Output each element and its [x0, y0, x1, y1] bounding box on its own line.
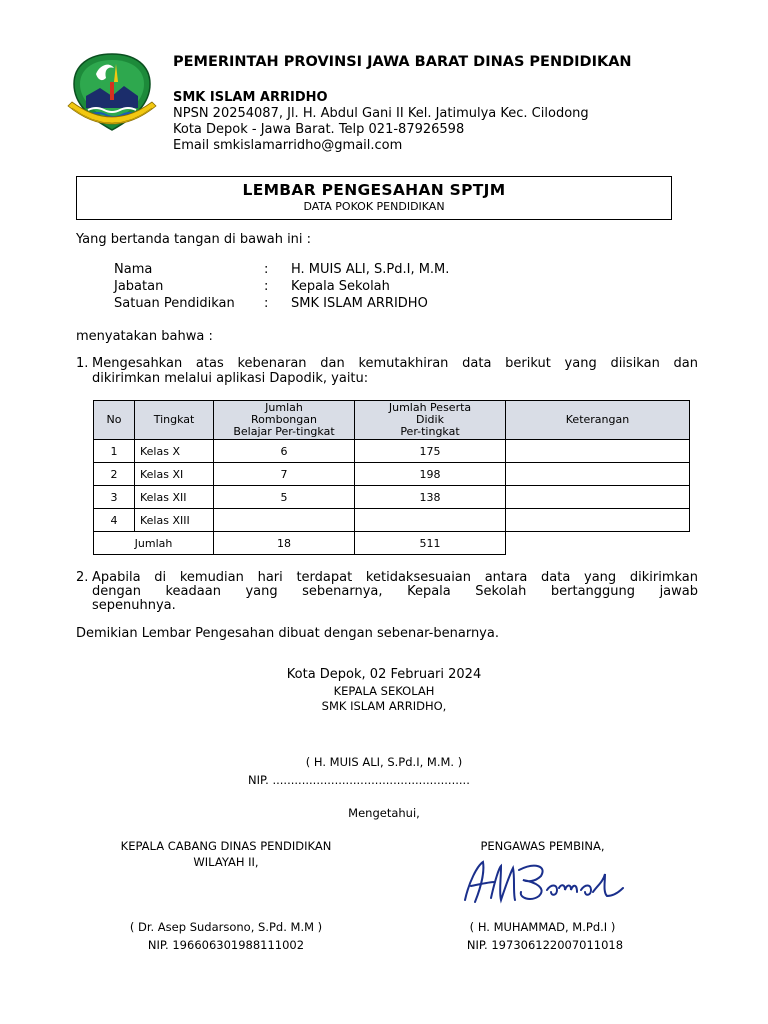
- point-number: 1.: [76, 356, 89, 371]
- principal-nip: NIP. ......................................................: [248, 773, 470, 787]
- identity-label: Nama: [114, 262, 153, 277]
- west-java-emblem: [66, 52, 158, 136]
- cell-siswa: 175: [355, 440, 506, 463]
- header-keterangan: Keterangan: [506, 401, 690, 440]
- document-title-box: [76, 176, 672, 220]
- closing-text: Demikian Lembar Pengesahan dibuat dengan sebenar-benarnya.: [76, 626, 499, 641]
- school-email: Email smkislamarridho@gmail.com: [173, 138, 403, 153]
- statement-text: menyatakan bahwa :: [76, 329, 213, 344]
- total-siswa: 511: [355, 532, 506, 555]
- place-date: Kota Depok, 02 Februari 2024: [286, 667, 482, 682]
- dapodik-data-table: [93, 400, 690, 555]
- left-signer-region: WILAYAH II,: [193, 855, 259, 869]
- right-signer-name: ( H. MUHAMMAD, M.Pd.I ): [469, 920, 616, 934]
- header-tingkat: Tingkat: [135, 401, 214, 440]
- header-no: No: [94, 401, 135, 440]
- principal-name: ( H. MUIS ALI, S.Pd.I, M.M. ): [305, 755, 463, 769]
- point2-line: dengan keadaan yang sebenarnya, Kepala Sekolah bertanggung jawab: [92, 584, 698, 599]
- cell-keterangan: [506, 440, 690, 463]
- identity-separator: :: [264, 279, 269, 294]
- principal-school: SMK ISLAM ARRIDHO,: [321, 699, 447, 713]
- cell-no: 2: [94, 463, 135, 486]
- left-signer-nip: NIP. 196606301988111002: [147, 938, 305, 952]
- principal-role: KEPALA SEKOLAH: [333, 684, 435, 698]
- point-number: 2.: [76, 570, 89, 585]
- document-title: LEMBAR PENGESAHAN SPTJM: [242, 181, 506, 199]
- cell-tingkat: Kelas X: [135, 440, 214, 463]
- cell-keterangan: [506, 463, 690, 486]
- supervisor-signature: [455, 852, 630, 912]
- cell-siswa: 198: [355, 463, 506, 486]
- cell-tingkat: Kelas XIII: [135, 509, 214, 532]
- identity-value: H. MUIS ALI, S.Pd.I, M.M.: [291, 262, 450, 277]
- cell-rombel: 7: [214, 463, 355, 486]
- table-row: [94, 463, 690, 486]
- cell-keterangan: [506, 486, 690, 509]
- school-city-phone: Kota Depok - Jawa Barat. Telp 021-87926598: [173, 122, 465, 137]
- left-signer-role: KEPALA CABANG DINAS PENDIDIKAN: [120, 839, 332, 853]
- cell-no: 1: [94, 440, 135, 463]
- cell-no: 3: [94, 486, 135, 509]
- table-header-row: [94, 401, 690, 440]
- cell-no: 4: [94, 509, 135, 532]
- table-row: [94, 509, 690, 532]
- right-signer-role: PENGAWAS PEMBINA,: [480, 839, 605, 853]
- table-row: [94, 440, 690, 463]
- right-signer-nip: NIP. 197306122007011018: [466, 938, 624, 952]
- left-signer-name: ( Dr. Asep Sudarsono, S.Pd. M.M ): [129, 920, 323, 934]
- point1-line: dikirimkan melalui aplikasi Dapodik, yaitu:: [92, 371, 369, 386]
- empty-cell: [506, 532, 690, 555]
- cell-siswa: [355, 509, 506, 532]
- document-subtitle: DATA POKOK PENDIDIKAN: [303, 200, 445, 213]
- header-rombel: Jumlah Rombongan Belajar Per-tingkat: [214, 401, 355, 440]
- government-title: PEMERINTAH PROVINSI JAWA BARAT DINAS PENDIDIKAN: [173, 54, 632, 70]
- school-name: SMK ISLAM ARRIDHO: [173, 90, 328, 105]
- cell-rombel: 6: [214, 440, 355, 463]
- cell-keterangan: [506, 509, 690, 532]
- table-total-row: [94, 532, 690, 555]
- identity-separator: :: [264, 296, 269, 311]
- acknowledged-label: Mengetahui,: [348, 806, 420, 820]
- cell-tingkat: Kelas XI: [135, 463, 214, 486]
- cell-rombel: [214, 509, 355, 532]
- header-siswa: Jumlah Peserta Didik Per-tingkat: [355, 401, 506, 440]
- total-label: Jumlah: [94, 532, 214, 555]
- identity-label: Jabatan: [114, 279, 164, 294]
- point2-line: sepenuhnya.: [92, 598, 176, 613]
- cell-siswa: 138: [355, 486, 506, 509]
- total-rombel: 18: [214, 532, 355, 555]
- school-address: NPSN 20254087, Jl. H. Abdul Gani II Kel. Jatimulya Kec. Cilodong: [173, 106, 589, 121]
- point1-line: Mengesahkan atas kebenaran dan kemutakhiran data berikut yang diisikan dan: [92, 356, 698, 371]
- point2-line: Apabila di kemudian hari terdapat ketidaksesuaian antara data yang dikirimkan: [92, 570, 698, 585]
- intro-text: Yang bertanda tangan di bawah ini :: [76, 232, 312, 247]
- identity-label: Satuan Pendidikan: [114, 296, 235, 311]
- cell-tingkat: Kelas XII: [135, 486, 214, 509]
- table-row: [94, 486, 690, 509]
- identity-value: SMK ISLAM ARRIDHO: [291, 296, 428, 311]
- cell-rombel: 5: [214, 486, 355, 509]
- identity-value: Kepala Sekolah: [291, 279, 390, 294]
- identity-separator: :: [264, 262, 269, 277]
